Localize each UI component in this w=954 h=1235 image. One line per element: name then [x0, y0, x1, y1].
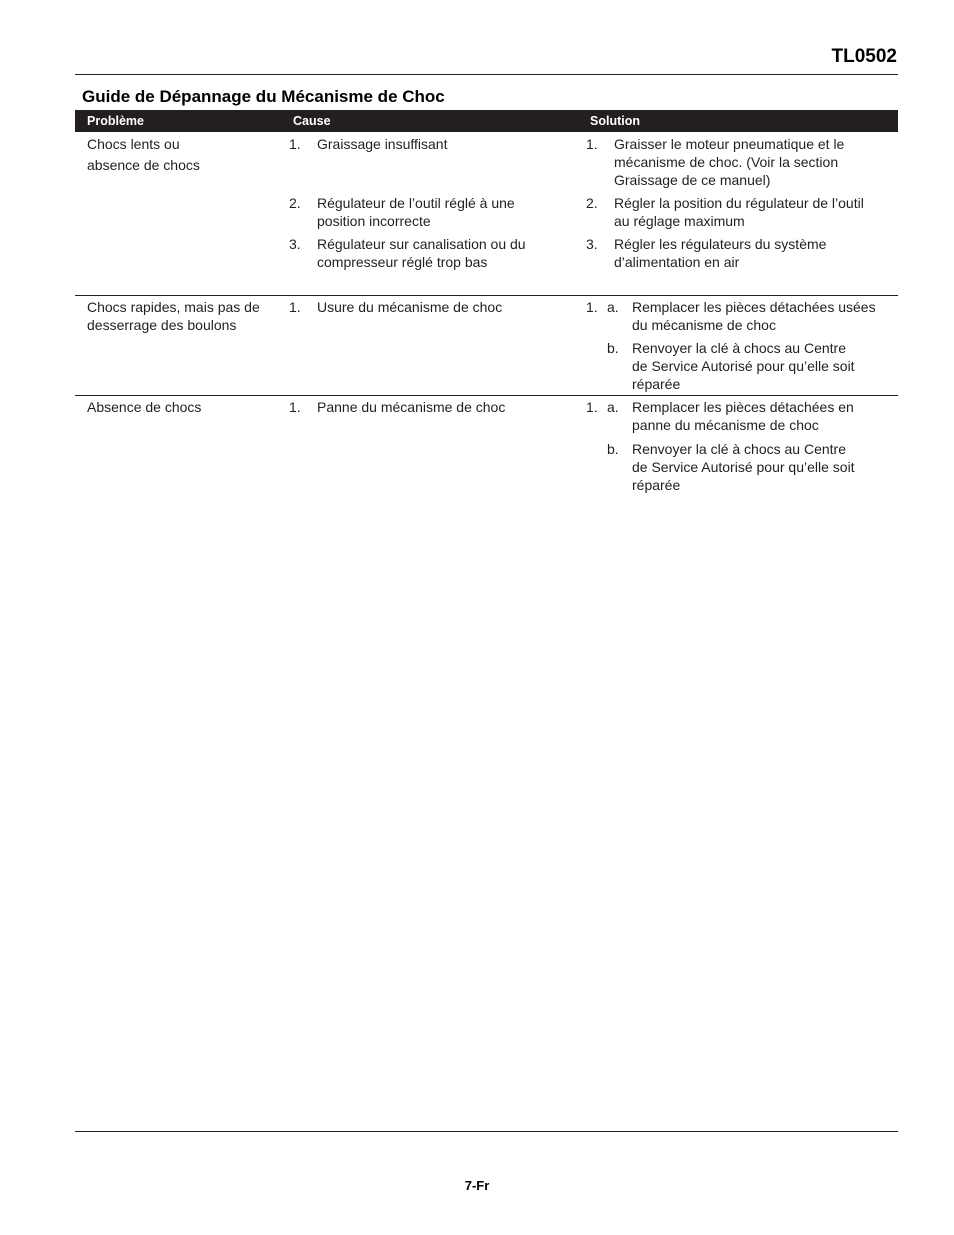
header-solution: Solution: [590, 114, 640, 128]
solution-text: Régler les régulateurs du système: [614, 236, 827, 252]
cause-number: 1.: [289, 299, 301, 315]
solution-letter: a.: [607, 399, 619, 415]
solution-text: Remplacer les pièces détachées en: [632, 399, 854, 415]
cause-text: Panne du mécanisme de choc: [317, 399, 506, 415]
solution-text: réparée: [632, 376, 681, 392]
solution-text: Remplacer les pièces détachées usées: [632, 299, 876, 315]
problem-text: absence de chocs: [87, 157, 200, 173]
problem-text: Absence de chocs: [87, 399, 202, 415]
cause-number: 1.: [289, 399, 301, 415]
solution-text: Renvoyer la clé à chocs au Centre: [632, 441, 846, 457]
footer-rule: [75, 1131, 898, 1132]
cause-text: compresseur réglé trop bas: [317, 254, 488, 270]
header-rule: [75, 74, 898, 75]
header-cause: Cause: [293, 114, 331, 128]
problem-text: Chocs lents ou: [87, 136, 180, 152]
solution-number: 1.: [586, 399, 598, 415]
problem-text: Chocs rapides, mais pas de: [87, 299, 260, 315]
solution-text: Renvoyer la clé à chocs au Centre: [632, 340, 846, 356]
cause-text: Graissage insuffisant: [317, 136, 448, 152]
cause-text: Régulateur sur canalisation ou du: [317, 236, 526, 252]
cause-number: 2.: [289, 195, 301, 211]
solution-text: réparée: [632, 477, 681, 493]
solution-number: 1.: [586, 136, 598, 152]
row-divider: [75, 395, 898, 396]
solution-text: mécanisme de choc. (Voir la section: [614, 154, 839, 170]
solution-text: de Service Autorisé pour qu’elle soit: [632, 459, 855, 475]
solution-text: Graissage de ce manuel): [614, 172, 771, 188]
cause-number: 1.: [289, 136, 301, 152]
problem-text: desserrage des boulons: [87, 317, 237, 333]
solution-text: au réglage maximum: [614, 213, 745, 229]
header-problem: Problème: [87, 114, 144, 128]
section-title: Guide de Dépannage du Mécanisme de Choc: [82, 87, 445, 106]
solution-letter: b.: [607, 340, 619, 356]
solution-text: panne du mécanisme de choc: [632, 417, 819, 433]
solution-number: 2.: [586, 195, 598, 211]
solution-text: d’alimentation en air: [614, 254, 740, 270]
table-header: [75, 110, 898, 132]
solution-letter: a.: [607, 299, 619, 315]
solution-number: 1.: [586, 299, 598, 315]
cause-text: position incorrecte: [317, 213, 431, 229]
model-number: TL0502: [831, 46, 897, 67]
solution-text: du mécanisme de choc: [632, 317, 776, 333]
cause-text: Régulateur de l’outil réglé à une: [317, 195, 515, 211]
solution-text: Graisser le moteur pneumatique et le: [614, 136, 845, 152]
row-divider: [75, 295, 898, 296]
solution-text: de Service Autorisé pour qu’elle soit: [632, 358, 855, 374]
cause-number: 3.: [289, 236, 301, 252]
solution-number: 3.: [586, 236, 598, 252]
solution-text: Régler la position du régulateur de l’outil: [614, 195, 864, 211]
cause-text: Usure du mécanisme de choc: [317, 299, 503, 315]
page-number: 7-Fr: [464, 1178, 490, 1193]
solution-letter: b.: [607, 441, 619, 457]
